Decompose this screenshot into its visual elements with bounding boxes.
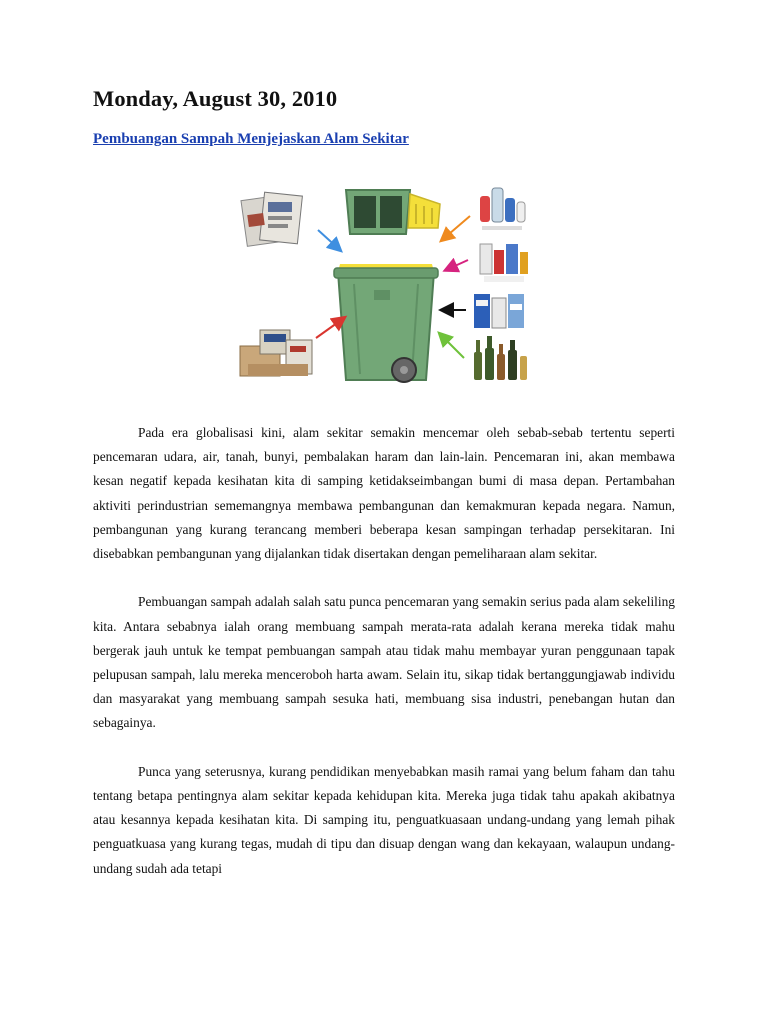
- arrow-blue: [318, 230, 340, 250]
- article-body: [93, 421, 675, 905]
- newspapers-icon: [241, 192, 302, 246]
- recycling-bin-illustration: [234, 168, 534, 400]
- cans-cartons-icon: [480, 244, 528, 282]
- paragraph-1: Pada era globalisasi kini, alam sekitar semakin mencemar oleh sebab-sebab tertentu seperti pencemaran udara, air, tanah, bunyi, pembalakan haram dan lain-lain. Pencemaran ini, akan membawa kesan negatif kepada kesihatan kita di samping ketidakseimbangan bumi di masa depan. Pertambahan aktiviti perindustrian sememangnya membawa pembangunan dan kemakmuran kepada negara. Namun, pembangunan yang kurang terancang memberi beberapa kesan sampingan terhadap persekitaran. Ini disebabkan pembangunan yang dijalankan tidak disertakan dengan pemeliharaan alam sekitar.: [93, 425, 675, 562]
- wheelie-bin: [334, 264, 438, 382]
- arrow-green: [440, 334, 464, 358]
- paragraph-3: Punca yang seterusnya, kurang pendidikan menyebabkan masih ramai yang belum faham dan tahu tentang betapa pentingnya alam sekitar kepada kehidupan kita. Mereka juga tidak tahu apakah akibatnya atau kesannya kepada kesihatan kita. Di samping itu, penguatkuasaan undang-undang yang lemah pihak penguatkuasa yang kurang tegas, mudah di tipu dan disuap dengan wang dan kekayaan, walaupun undang-undang sudah ada tetapi: [93, 763, 675, 876]
- post-title-link[interactable]: Pembuangan Sampah Menjejaskan Alam Sekitar: [93, 131, 409, 147]
- plastic-bottles-icon: [480, 188, 525, 230]
- drink-cartons-icon: [474, 294, 524, 328]
- arrow-red: [316, 318, 344, 338]
- bin-top-view: [346, 190, 440, 234]
- arrow-orange: [442, 216, 470, 240]
- post-date: Monday, August 30, 2010: [93, 86, 338, 111]
- paragraph-2: Pembuangan sampah adalah salah satu punca pencemaran yang semakin serius pada alam sekeliling kita. Antara sebabnya ialah orang membuang sampah merata-rata adalah kerana mereka tidak mahu bergerak jauh untuk ke tempat pembuangan sampah atau tidak mahu membayar yuran penggunaan tapak pelupusan sampah, lalu mereka menceroboh harta awam. Selain itu, sikap tidak bertanggungjawab individu dan masyarakat yang membuang sampah sesuka hati, membuang sisa industri, penebangan hutan dan sebagainya.: [93, 594, 675, 731]
- glass-bottles-icon: [474, 336, 527, 380]
- arrow-magenta: [446, 260, 468, 270]
- cardboard-waste-icon: [240, 330, 312, 376]
